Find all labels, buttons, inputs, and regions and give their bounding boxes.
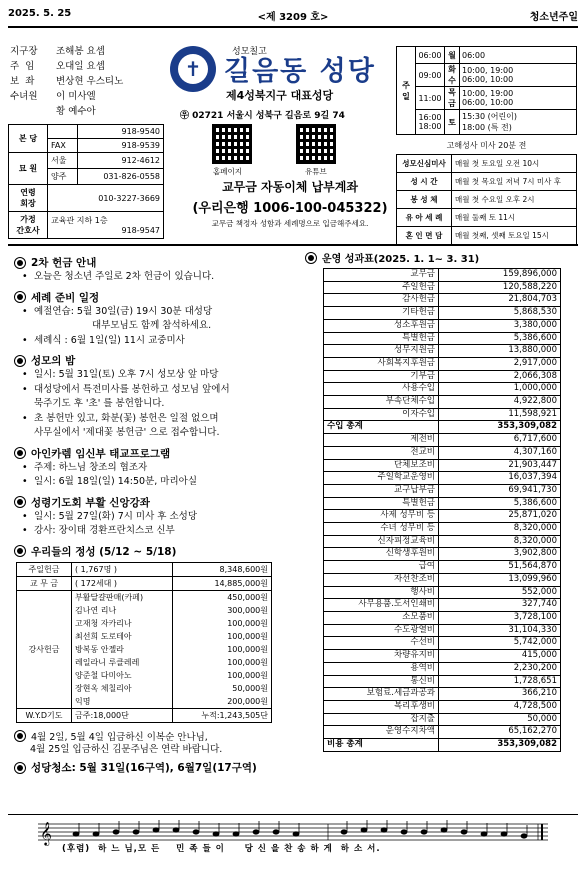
section-heading: 성당청소: 5월 31일(16구역), 6월7일(17구역) <box>14 760 304 775</box>
bottom-divider <box>8 814 578 815</box>
youtube-qr[interactable] <box>296 124 336 164</box>
mass-schedule: 주일 06:00 월 06:00 09:00 화 수 10:00, 19:00 06:00, 10:00 11:00 목 금 10:00, 19:00 06:00, 10:00 16:00 18:00 토 15:30 (어린이) 18:00 (특 전) <box>396 46 577 135</box>
music-note <box>153 828 159 832</box>
music-note <box>521 834 527 838</box>
report-title: 운영 성과표(2025. 1. 1~ 3. 31) <box>305 250 575 265</box>
section-heading: 2차 헌금 안내 <box>14 255 304 270</box>
music-note <box>501 832 507 836</box>
report-table: 교무금 159,896,000 주일헌금 120,588,220 감사헌금 21,804,703 기타헌금 5,868,530 성소후원금 3,380,000 특별헌금 5,386,600 성무지원금 13,880,000 사회복지후원금 2,917,000 기부금 2,066,308 사용수입 1,000,000 부속단체수입 4,922,800 이자수입 11,598,921 수입 총계 353,309,082 제전비 6,717,600 전교비 4,307,160 단체보조비 21,903,447 주일학교운영비 16,037,394 교구납부금 69,941,730 특별헌금 5,386,600 사제 성무비 등 25,871,020 수녀 성무비 등 8,320,000 신자피정교육비 8,320,000 신학생후원비 3,902,800 급여 51,564,870 자선찬조비 13,099,960 행사비 552,000 사무용품.도서인쇄비 327,740 소모품비 3,728,100 수도광열비 31,104,330 수선비 5,742,000 차량유지비 415,000 용역비 2,230,200 통신비 1,728,651 보험료.세금과공과 366,210 복리후생비 4,728,500 잡지출 50,000 운영수지차액 65,162,270 비용 총계 353,309,082 <box>323 268 561 752</box>
church-address: ㉾ 02721 서울시 성북구 길음로 9길 74 <box>180 111 345 121</box>
music-note <box>113 830 119 834</box>
music-note <box>193 830 199 834</box>
music-note <box>361 828 367 832</box>
main-phone: 918-9540 <box>78 125 164 139</box>
report-row: 전교비 4,307,160 <box>324 446 561 459</box>
bullet-icon <box>305 252 317 264</box>
report-row: 주일학교운영비 16,037,394 <box>324 472 561 485</box>
report-row: 기부금 2,066,308 <box>324 370 561 383</box>
bullet-icon <box>14 447 26 459</box>
music-note <box>73 832 79 836</box>
staff-row: 지구장 조해봉 요셉 <box>10 46 105 57</box>
mid-divider <box>8 244 578 246</box>
music-note <box>481 832 487 836</box>
report-row: 성소후원금 3,380,000 <box>324 319 561 332</box>
report-row: 수녀 성무비 등 8,320,000 <box>324 523 561 536</box>
report-row: 신자피정교육비 8,320,000 <box>324 535 561 548</box>
music-note <box>401 830 407 834</box>
report-row: 성무지원금 13,880,000 <box>324 345 561 358</box>
music-note <box>213 832 219 836</box>
report-row: 수선비 5,742,000 <box>324 637 561 650</box>
notices-column: 2차 헌금 안내 • 오늘은 청소년 주일로 2차 헌금이 있습니다. 세례 준비 일정 • 예절연습: 5월 30일(금) 19시 30분 대성당 대부모님도 함께 참석하세요. • 세례식 : 6월 1일(일) 11시 교중미사 성모의 밤 • 일시: 5월 31일(토) 오후 7시 성모상 앞 마당 • 대성당에서 특전미사를 봉헌하고 성모님 앞에서 묵주기도 후 '초' 를 봉헌합니다. • 초 봉헌만 있고, 화분(꽃) 봉헌은 일절 없으며 사무실에서 '제대꽃 봉헌금' 으로 접수합니다. 아인카렘 임신부 태교프로그램 • 주제: 하느님 창조의 협조자 • 일시: 6월 18일(일) 14:50분, 마리아실 성령기도회 부활 신앙강좌 • 일시: 5월 27일(화) 7시 미사 후 소성당 • 강사: 장이태 경환프란치스코 신부 우리들의 정성 (5/12 ~ 5/18) 주일헌금 ( 1,767명 ) 8,348,600원 교 무 금 ( 172세대 ) 14,885,000원 강사헌금 부활달걀판매(카페) 450,000원 김나연 리나 300,000원 고재청 자카리나 100,000원 최선희 도로테아 100,000원 방복동 안젤라 100,000원 레일라니 루클레레 100,000원 양준철 다미아노 100,000원 장현옥 체칠리아 50,000원 익명 200,000원 W.Y.D기도 금주:18,000단 누적:1,243,505단 4월 2일, 5월 4일 입금하신 이복순 안나님, 4월 25일 입금하신 김문주님은 연락 바랍니다. 성당청소: 5월 31일(16구역), 6월7일(17구역) <box>14 250 304 775</box>
bank-account: (우리은행 1006-100-045322) <box>192 201 388 216</box>
section-heading: 성령기도회 부활 신앙강좌 <box>14 495 304 510</box>
music-note <box>233 832 239 836</box>
sacrament-table: 성모신심미사 매월 첫 토요일 오전 10시 성 시 간 매월 첫 목요일 저녁 7시 미사 후 봉 성 체 매월 첫 수요일 오후 2시 유 아 세 례 매월 둘째 토 11시 혼 인 면 담 매월 첫째, 셋째 토요일 15시 <box>396 154 577 245</box>
report-row: 사회복지후원금 2,917,000 <box>324 357 561 370</box>
report-row: 통신비 1,728,651 <box>324 675 561 688</box>
financial-report <box>305 250 575 752</box>
report-row: 이자수입 11,598,921 <box>324 408 561 421</box>
issue-number: <제 3209 호> <box>257 12 329 23</box>
report-row: 보험료.세금과공과 366,210 <box>324 688 561 701</box>
top-divider <box>8 26 578 28</box>
report-row: 운영수지차액 65,162,270 <box>324 726 561 739</box>
report-row: 부속단체수입 4,922,800 <box>324 396 561 409</box>
report-row: 사용수입 1,000,000 <box>324 383 561 396</box>
report-row: 주일헌금 120,588,220 <box>324 281 561 294</box>
report-row: 잡지출 50,000 <box>324 713 561 726</box>
staff-row: 황 예수아 <box>56 106 96 117</box>
staff-row: 수녀원 이 미사엘 <box>10 91 96 102</box>
report-row: 소모품비 3,728,100 <box>324 611 561 624</box>
staff-list <box>10 44 170 119</box>
report-row: 수도광열비 31,104,330 <box>324 624 561 637</box>
bullet-icon <box>14 291 26 303</box>
report-row: 특별헌금 5,386,600 <box>324 497 561 510</box>
bullet-icon <box>14 257 26 269</box>
report-row: 특별헌금 5,386,600 <box>324 332 561 345</box>
section-heading: 아인카렘 임신부 태교프로그램 <box>14 446 304 461</box>
report-row: 교구납부금 69,941,730 <box>324 484 561 497</box>
church-logo <box>170 46 216 92</box>
music-note <box>133 830 139 834</box>
report-row: 차량유지비 415,000 <box>324 650 561 663</box>
report-row: 급여 51,564,870 <box>324 561 561 574</box>
music-note <box>173 828 179 832</box>
treble-clef-icon: 𝄞 <box>40 821 52 845</box>
music-note <box>341 830 347 834</box>
report-row: 기타헌금 5,868,530 <box>324 307 561 320</box>
report-row: 단체보조비 21,903,447 <box>324 459 561 472</box>
music-note <box>421 830 427 834</box>
homepage-qr[interactable] <box>212 124 252 164</box>
music-note <box>93 832 99 836</box>
staff-row: 주 임 오대일 요셉 <box>10 61 105 72</box>
church-title: 성모칠고 길음동 성당 제4성북지구 대표성당 <box>224 44 384 103</box>
report-row: 행사비 552,000 <box>324 586 561 599</box>
sunday-name: 청소년주일 <box>529 12 578 23</box>
section-heading: 세례 준비 일정 <box>14 290 304 305</box>
offering-table: 주일헌금 ( 1,767명 ) 8,348,600원 교 무 금 ( 172세대 ) 14,885,000원 강사헌금 부활달걀판매(카페) 450,000원 김나연 리나 300,000원 고재청 자카리나 100,000원 최선희 도로테아 100,000원 방복동 안젤라 100,000원 레일라니 루클레레 100,000원 양준철 다미아노 100,000원 장현옥 체칠리아 50,000원 익명 200,000원 W.Y.D기도 금주:18,000단 누적:1,243,505단 <box>16 562 272 723</box>
music-note <box>441 828 447 832</box>
report-row: 사제 성무비 등 25,871,020 <box>324 510 561 523</box>
top-bar <box>8 8 578 26</box>
report-row: 용역비 2,230,200 <box>324 662 561 675</box>
bullet-icon <box>14 762 26 774</box>
report-row: 교무금 159,896,000 <box>324 269 561 282</box>
music-note <box>461 830 467 834</box>
report-row: 자선찬조비 13,099,960 <box>324 573 561 586</box>
report-row: 복리후생비 4,728,500 <box>324 700 561 713</box>
music-note <box>293 832 299 836</box>
music-note <box>253 830 259 834</box>
report-row: 제전비 6,717,600 <box>324 434 561 447</box>
section-heading: 성모의 밤 <box>14 353 304 368</box>
bullet-icon <box>14 355 26 367</box>
report-row: 사무용품.도서인쇄비 327,740 <box>324 599 561 612</box>
contact-table: 본 당 918-9540 FAX 918-9539 묘 원 서울 912-4612 양주 031-826-0558 연령 회장 010-3227-3669 가정 간호사 교육관 지하 1층 918-9547 <box>8 124 164 239</box>
section-heading: 우리들의 정성 (5/12 ~ 5/18) <box>14 544 304 559</box>
music-note <box>381 828 387 832</box>
bullet-icon <box>14 545 26 557</box>
confession-note: 고해성사 미사 20분 전 <box>446 141 527 150</box>
church-name: 길음동 성당 <box>224 56 376 87</box>
staff-row: 보 좌 변상현 우스티노 <box>10 76 124 87</box>
music-note <box>273 830 279 834</box>
report-row: 신학생후원비 3,902,800 <box>324 548 561 561</box>
bullet-icon <box>14 496 26 508</box>
hymn-lyric: (후렴) 하 느 님,모 든 민 족 들 이 당 신 을 찬 송 하 게 하 소 서. <box>62 844 381 854</box>
report-row: 감사헌금 21,804,703 <box>324 294 561 307</box>
bulletin-date: 2025. 5. 25 <box>8 8 72 19</box>
cross-icon: ✝ <box>178 54 208 84</box>
bullet-icon <box>14 730 26 742</box>
